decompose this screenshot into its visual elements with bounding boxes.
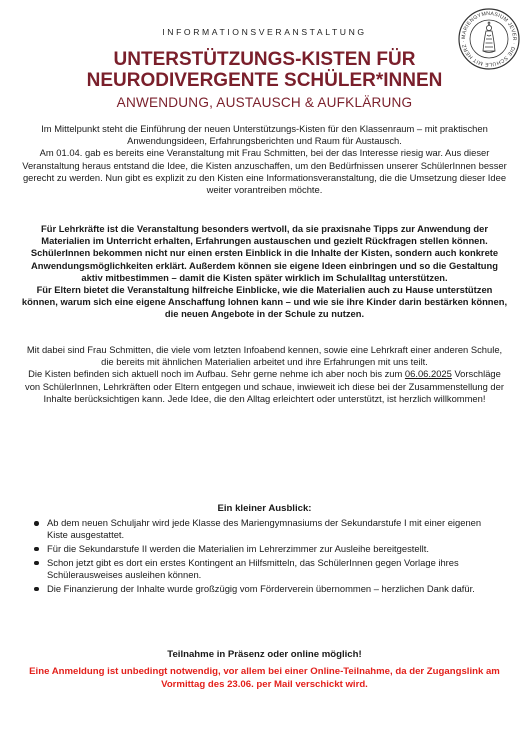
deadline-date: 06.06.2025	[404, 368, 452, 380]
details-section	[20, 344, 509, 405]
page-title	[0, 49, 529, 91]
participation-note: Teilnahme in Präsenz oder online möglich!	[167, 649, 362, 660]
guests-paragraph: Mit dabei sind Frau Schmitten, die viele vom letzten Infoabend kennen, sowie eine Lehrkraft einer anderen Schule, die bereits mit ähnlichen Materialien arbeitet und ihre Erfahrungen mit uns teilt.	[26, 344, 503, 368]
parents-paragraph: Für Eltern bietet die Veranstaltung hilfreiche Einblicke, wie die Materialien auch zu Hause unterstützen können, warum sich eine eigene Anschaffung lohnen kann – und wie sie ihre Kinder darin bestärken können, die neuen Angebote in der Schule zu nutzen.	[21, 284, 508, 320]
suggestions-paragraph	[20, 368, 509, 405]
teachers-paragraph: Für Lehrkräfte ist die Veranstaltung besonders wertvoll, da sie praxisnahe Tipps zur Anwendung der Materialien im Unterricht erhalten, Erfahrungen austauschen und gezielt Rückfragen stellen können.	[41, 223, 488, 247]
list-item: Die Finanzierung der Inhalte wurde großzügig vom Förderverein übernommen – herzlichen Dank dafür.	[33, 583, 503, 595]
registration-notice: Eine Anmeldung ist unbedingt notwendig, vor allem bei einer Online-Teilnahme, da der Zugangslink am Vormittag des 23.06. per Mail verschickt wird.	[29, 666, 500, 690]
intro-section	[20, 123, 509, 196]
list-item: Schon jetzt gibt es dort ein erstes Kontingent an Hilfsmitteln, das SchülerInnen gegen Vorlage ihres Schülerausweises ausleihen können.	[33, 557, 503, 581]
outlook-list	[33, 517, 503, 596]
intro-paragraph-2: Am 01.04. gab es bereits eine Veranstaltung mit Frau Schmitten, bei der das Interesse riesig war. Aus dieser Veranstaltung heraus entstand die Idee, die Kisten anzuschaffen, um den Bedürfnissen unserer SchülerInnen besser gerecht zu werden. Nun gibt es explizit zu den Kisten eine Informationsveranstaltung, die die Umsetzung dieser Idee weiter vorantreiben möchte.	[22, 147, 507, 196]
intro-paragraph-1: Im Mittelpunkt steht die Einführung der neuen Unterstützungs-Kisten für den Klassenraum – mit praktischen Anwendungsideen, Erfahrungsberichten und Raum für Austausch.	[41, 123, 488, 147]
title-line-1: UNTERSTÜTZUNGS-KISTEN FÜR	[113, 49, 416, 70]
page-subtitle: ANWENDUNG, AUSTAUSCH & AUFKLÄRUNG	[116, 95, 413, 110]
seal-text: MARIENGYMNASIUM JEVER · DIE SCHULE MIT HERZ ·	[460, 10, 518, 68]
outlook-heading: Ein kleiner Ausblick:	[217, 503, 312, 514]
students-paragraph: SchülerInnen bekommen nicht nur einen ersten Einblick in die Inhalte der Kisten, sondern auch konkrete Anwendungsmöglichkeiten erklärt. Außerdem können sie eigene Ideen einbringen und so die Gestaltung aktiv mitbestimmen – damit die Kisten später wirklich im Schulalltag unterstützen.	[30, 247, 499, 283]
list-item: Ab dem neuen Schuljahr wird jede Klasse des Mariengymnasiums der Sekundarstufe I mit einer eigenen Kiste ausgestattet.	[33, 517, 503, 541]
audiences-section	[20, 223, 509, 321]
event-type-kicker: INFORMATIONSVERANSTALTUNG	[162, 27, 367, 37]
suggestions-text-after: Vorschläge von SchülerInnen, Lehrkräften oder Eltern entgegen und schaue, inwieweit ich diese bei der Zusammenstellung der Inhalte berücksichtigen kann. Jede Idee, die den Alltag erleichtert oder unterstützt, ist herzlich willkommen!	[25, 368, 504, 404]
title-line-2: NEURODIVERGENTE SCHÜLER*INNEN	[86, 70, 443, 91]
list-item: Für die Sekundarstufe II werden die Materialien im Lehrerzimmer zur Ausleihe bereitgestellt.	[33, 543, 503, 555]
suggestions-text-before: Die Kisten befinden sich aktuell noch im Aufbau. Sehr gerne nehme ich aber noch bis zum	[28, 368, 405, 380]
